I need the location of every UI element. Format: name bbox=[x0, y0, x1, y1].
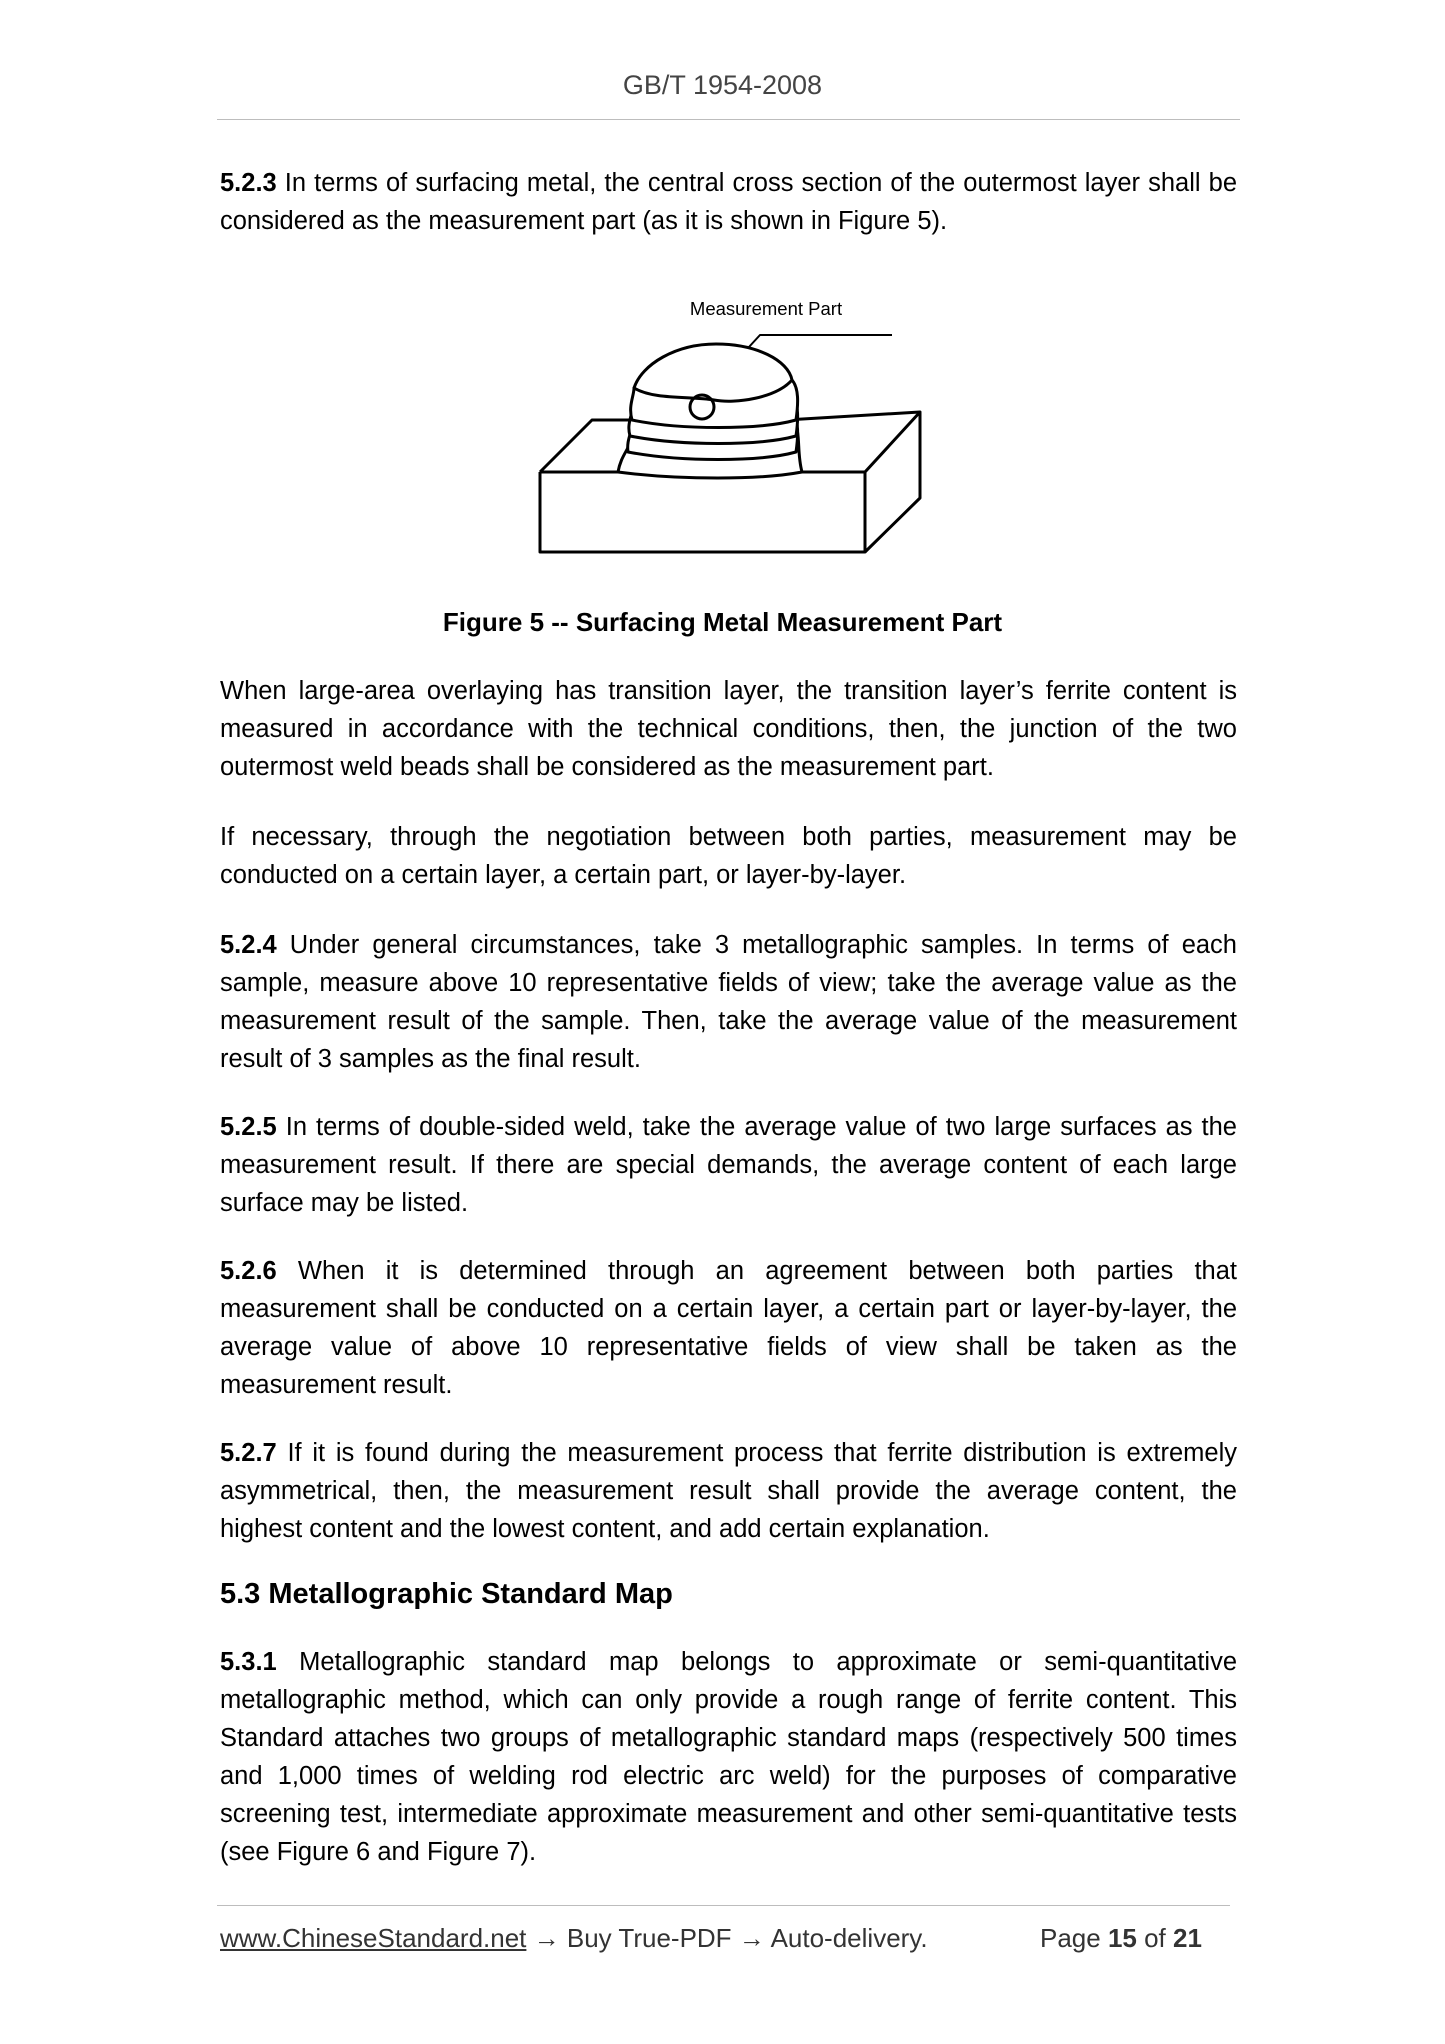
paragraph-5-2-3 bbox=[220, 164, 1237, 240]
figure-5-surfacing-diagram bbox=[530, 280, 950, 570]
paragraph-text: In terms of double-sided weld, take the average value of two large surfaces as the measurement result. If there are special demands, the average content of each large surface may be listed. bbox=[220, 1113, 1237, 1217]
paragraph-negotiation: If necessary, through the negotiation between both parties, measurement may be conducted on a certain layer, a certain part, or layer-by-layer. bbox=[220, 823, 1237, 889]
paragraph-transition-layer: When large-area overlaying has transition layer, the transition layer’s ferrite content is measured in accordance with the technical conditions, then, the junction of the two outermost weld beads shall be considered as the measurement part. bbox=[220, 677, 1237, 781]
page-total: 21 bbox=[1173, 1923, 1202, 1953]
clause-number: 5.2.7 bbox=[220, 1439, 277, 1467]
base-top-right-edge bbox=[865, 412, 920, 472]
website-link[interactable]: www.ChineseStandard.net bbox=[220, 1923, 527, 1953]
page-current: 15 bbox=[1107, 1923, 1137, 1953]
base-front-face bbox=[540, 472, 865, 552]
paragraph-text: If it is found during the measurement process that ferrite distribution is extremely asymmetrical, then, the measurement result shall provide the average content, the highest content and the lowest content, and add certain explanation. bbox=[220, 1439, 1237, 1543]
clause-number: 5.2.6 bbox=[220, 1257, 277, 1285]
paragraph-text: Metallographic standard map belongs to approximate or semi-quantitative metallographic method, which can only provide a rough range of ferrite content. This Standard attaches two groups of metallographic standard maps (respectively 500 times and 1,000 times of welding rod electric arc weld) for the purposes of comparative screening test, intermediate approximate measurement and other semi-quantitative tests (see Figure 6 and Figure 7). bbox=[220, 1648, 1237, 1866]
clause-number: 5.2.5 bbox=[220, 1113, 277, 1141]
header-divider bbox=[217, 119, 1240, 120]
paragraph-text: Under general circumstances, take 3 metallographic samples. In terms of each sample, measure above 10 representative fields of view; take the average value as the measurement result of the sample. Then, take the average value of the measurement result of 3 samples as the final result. bbox=[220, 931, 1237, 1073]
weld-bead-stack bbox=[618, 344, 802, 478]
paragraph-text: In terms of surfacing metal, the central cross section of the outermost layer shall be considered as the measurement part (as it is shown in Figure 5). bbox=[220, 169, 1237, 235]
weld-top-bead bbox=[634, 344, 792, 401]
paragraph-5-2-7 bbox=[220, 1434, 1237, 1548]
paragraph-5-2-6 bbox=[220, 1252, 1237, 1404]
paragraph-5-2-5 bbox=[220, 1108, 1237, 1222]
clause-number: 5.2.4 bbox=[220, 931, 277, 959]
footer-divider bbox=[217, 1905, 1230, 1906]
paragraph-5-3-1 bbox=[220, 1643, 1237, 1871]
footer-promo bbox=[220, 1923, 928, 1954]
clause-number: 5.3.1 bbox=[220, 1648, 277, 1676]
paragraph-5-2-4 bbox=[220, 926, 1237, 1078]
clause-number: 5.2.3 bbox=[220, 169, 277, 197]
page-number bbox=[1040, 1923, 1202, 1954]
figure-caption: Figure 5 -- Surfacing Metal Measurement Part bbox=[442, 607, 1003, 637]
measurement-part-label: Measurement Part bbox=[689, 298, 843, 319]
paragraph-text: When it is determined through an agreement between both parties that measurement shall be conducted on a certain layer, a certain part or layer-by-layer, the average value of above 10 representative fields of view shall be taken as the measurement result. bbox=[220, 1257, 1237, 1399]
footer-tagline: → Buy True-PDF → Auto-delivery. bbox=[526, 1923, 928, 1953]
page-header: GB/T 1954-2008 bbox=[622, 70, 823, 100]
of-word: of bbox=[1136, 1923, 1174, 1953]
section-title-5-3: 5.3 Metallographic Standard Map bbox=[220, 1578, 673, 1610]
page-word: Page bbox=[1040, 1923, 1108, 1953]
